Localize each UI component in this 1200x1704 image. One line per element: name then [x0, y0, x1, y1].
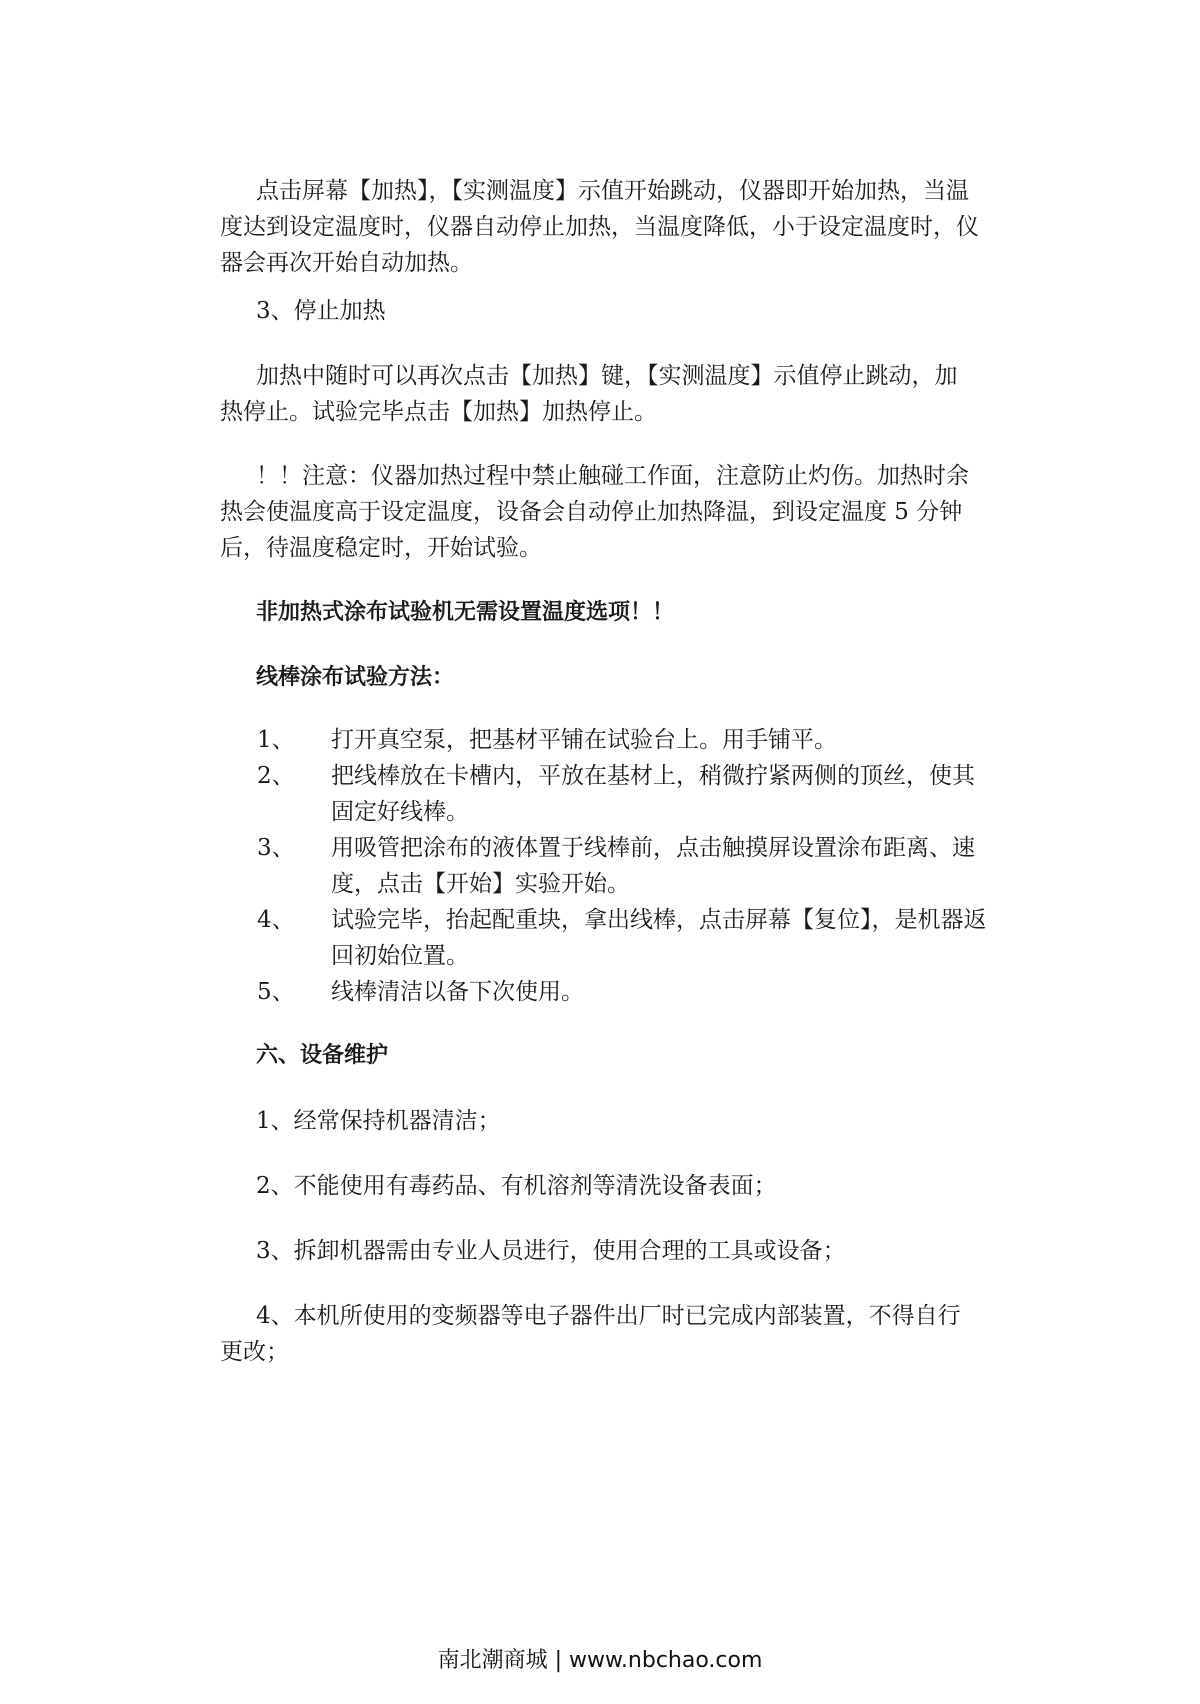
list-item-number: 2、 — [257, 763, 295, 789]
list-item-number: 3、 — [257, 835, 295, 861]
maintenance-item: 4、本机所使用的变频器等电子器件出厂时已完成内部装置，不得自行更改； — [220, 1303, 961, 1365]
paragraph-caution: ！！注意：仪器加热过程中禁止触碰工作面，注意防止灼伤。加热时余热会使温度高于设定温度，设备会自动停止加热降温，到设定温度 5 分钟后，待温度稳定时，开始试验。 — [220, 463, 969, 561]
maintenance-item: 2、不能使用有毒药品、有机溶剂等清洗设备表面； — [256, 1173, 777, 1199]
list-item-number: 5、 — [257, 979, 295, 1005]
paragraph-stop-heating: 加热中随时可以再次点击【加热】键，【实测温度】示值停止跳动，加热停止。试验完毕点击【加热】加热停止。 — [220, 363, 958, 425]
list-item-number: 1、 — [257, 727, 295, 753]
footer-site-link[interactable]: 南北潮商城 | www.nbchao.com — [437, 1648, 763, 1673]
list-item-number: 4、 — [257, 907, 295, 933]
list-item-text: 线棒清洁以备下次使用。 — [331, 979, 584, 1005]
maintenance-item: 1、经常保持机器清洁； — [256, 1108, 501, 1134]
heading-maintenance: 六、设备维护 — [256, 1043, 389, 1068]
list-item-text: 用吸管把涂布的液体置于线棒前，点击触摸屏设置涂布距离、速度，点击【开始】实验开始。 — [331, 835, 975, 897]
paragraph-heating-start: 点击屏幕【加热】，【实测温度】示值开始跳动，仪器即开始加热，当温度达到设定温度时，仪器自动停止加热，当温度降低，小于设定温度时，仪器会再次开始自动加热。 — [220, 178, 979, 276]
list-item-text: 打开真空泵，把基材平铺在试验台上。用手铺平。 — [331, 727, 837, 753]
heading-stop-heating: 3、停止加热 — [256, 298, 386, 324]
note-non-heating: 非加热式涂布试验机无需设置温度选项！！ — [256, 600, 675, 625]
maintenance-item: 3、拆卸机器需由专业人员进行，使用合理的工具或设备； — [256, 1238, 846, 1264]
list-item-text: 把线棒放在卡槽内，平放在基材上，稍微拧紧两侧的顶丝，使其固定好线棒。 — [331, 763, 975, 825]
heading-wire-bar-method: 线棒涂布试验方法： — [256, 665, 455, 690]
list-item-text: 试验完毕，抬起配重块，拿出线棒，点击屏幕【复位】，是机器返回初始位置。 — [331, 907, 987, 969]
